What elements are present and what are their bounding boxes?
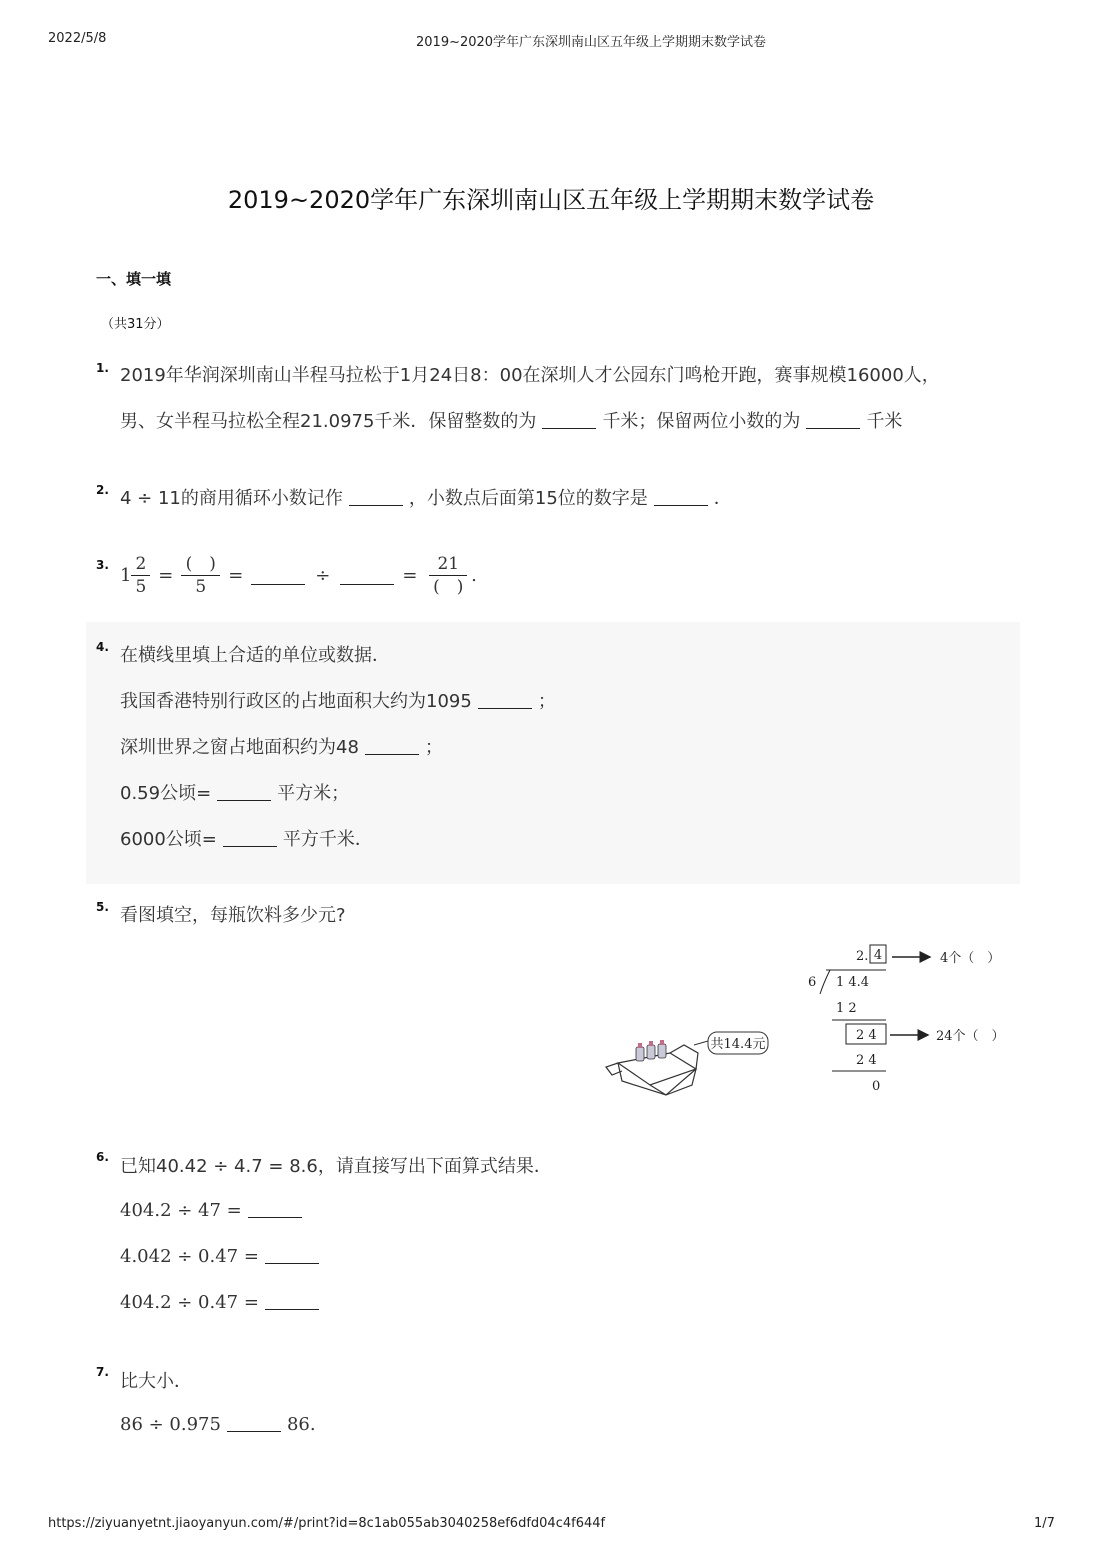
q1-text-a: 男、女半程马拉松全程21.0975千米．保留整数的为 — [120, 411, 537, 432]
arrow-2-label: 24个（ ） — [936, 1029, 1005, 1044]
quotient-integer: 2. — [856, 949, 869, 964]
question-number-6: 6. — [96, 1150, 109, 1164]
divisor: 6 — [808, 975, 817, 990]
answer-blank[interactable] — [251, 566, 305, 585]
answer-blank[interactable] — [265, 1245, 319, 1264]
answer-blank[interactable] — [806, 410, 860, 429]
q3-equals: = — [402, 564, 418, 586]
question-number-7: 7. — [96, 1365, 109, 1379]
q2-line — [120, 484, 732, 510]
q4-intro: 在横线里填上合适的单位或数据． — [120, 645, 390, 666]
print-doc-title: 2019~2020学年广东深圳南山区五年级上学期期末数学试卷 — [416, 35, 767, 50]
q3-whole: 1 — [120, 564, 132, 586]
q6-expr-2: 4.042 ÷ 0.47 = — [120, 1245, 325, 1267]
q5-text: 看图填空，每瓶饮料多少元? — [120, 905, 346, 926]
question-number-1: 1. — [96, 361, 109, 375]
page-number: 1/7 — [1034, 1516, 1055, 1531]
q1-text-b: 千米；保留两位小数的为 — [602, 411, 801, 432]
q1-line-2 — [120, 407, 902, 433]
print-url: https://ziyuanyetnt.jiaoyanyun.com/#/print?id=8c1ab055ab3040258ef6dfd04c4f644f — [48, 1516, 606, 1531]
q3-equation — [120, 547, 477, 603]
answer-blank[interactable] — [365, 736, 419, 755]
question-number-3: 3. — [96, 558, 109, 572]
q2-text-b: ，小数点后面第15位的数字是 — [408, 488, 648, 509]
q3-fraction-2: $\frac{( )}{5}$ — [181, 553, 220, 598]
division-step-3: 2 4 — [856, 1053, 877, 1068]
q7-intro: 比大小． — [120, 1371, 192, 1392]
q1-text-c: 千米 — [866, 411, 903, 432]
dividend: 1 4.4 — [836, 975, 870, 990]
division-step-2-box: 2 4 — [856, 1028, 877, 1043]
drink-box-illustration — [600, 1025, 780, 1105]
q4-line-1: 我国香港特别行政区的占地面积大约为1095 ； — [120, 691, 556, 712]
answer-blank[interactable] — [217, 782, 271, 801]
answer-blank[interactable] — [542, 410, 596, 429]
answer-blank[interactable] — [227, 1413, 281, 1432]
q6-expr-3: 404.2 ÷ 0.47 = — [120, 1291, 325, 1313]
q3-end: . — [471, 564, 477, 586]
q4-line-3: 0.59公顷= 平方米； — [120, 783, 350, 804]
section-heading: 一、填一填 — [96, 270, 172, 288]
price-label: 共14.4元 — [710, 1037, 766, 1052]
q4-line-4: 6000公顷= 平方千米． — [120, 829, 373, 850]
answer-blank[interactable] — [349, 487, 403, 506]
q6-expr-1: 404.2 ÷ 47 = — [120, 1199, 308, 1221]
section-score: （共31分） — [101, 317, 170, 332]
question-number-4: 4. — [96, 640, 109, 654]
quotient-box-digit: 4 — [873, 948, 883, 963]
answer-blank[interactable] — [248, 1199, 302, 1218]
q6-intro: 已知40.42 ÷ 4.7 = 8.6，请直接写出下面算式结果． — [120, 1156, 552, 1177]
q3-fraction-3: $\frac{21}{( )}$ — [425, 553, 471, 598]
answer-blank[interactable] — [654, 487, 708, 506]
question-number-5: 5. — [96, 900, 109, 914]
answer-blank[interactable] — [265, 1291, 319, 1310]
answer-blank[interactable] — [478, 690, 532, 709]
division-step-1: 1 2 — [836, 1001, 857, 1016]
q3-equals: = — [228, 564, 244, 586]
q3-equals: = — [158, 564, 174, 586]
q2-text-a: 4 ÷ 11的商用循环小数记作 — [120, 488, 343, 509]
page-title: 2019~2020学年广东深圳南山区五年级上学期期末数学试卷 — [227, 186, 875, 214]
answer-blank[interactable] — [223, 828, 277, 847]
q1-line-1: 2019年华润深圳南山半程马拉松于1月24日8：00在深圳人才公园东门鸣枪开跑，赛事规模16000人， — [120, 365, 940, 386]
q4-line-2: 深圳世界之窗占地面积约为48 ； — [120, 737, 443, 758]
print-date: 2022/5/8 — [48, 31, 107, 46]
answer-blank[interactable] — [340, 566, 394, 585]
q3-divide: ÷ — [315, 564, 331, 586]
long-division-diagram — [800, 940, 1010, 1100]
q2-text-c: ． — [713, 488, 732, 509]
division-remainder: 0 — [872, 1079, 881, 1094]
arrow-1-label: 4个（ ） — [940, 951, 1001, 966]
q7-expr-1: 86 ÷ 0.975 86. — [120, 1414, 316, 1435]
question-number-2: 2. — [96, 483, 109, 497]
q3-fraction-1: $\frac{2}{5}$ — [131, 553, 150, 598]
